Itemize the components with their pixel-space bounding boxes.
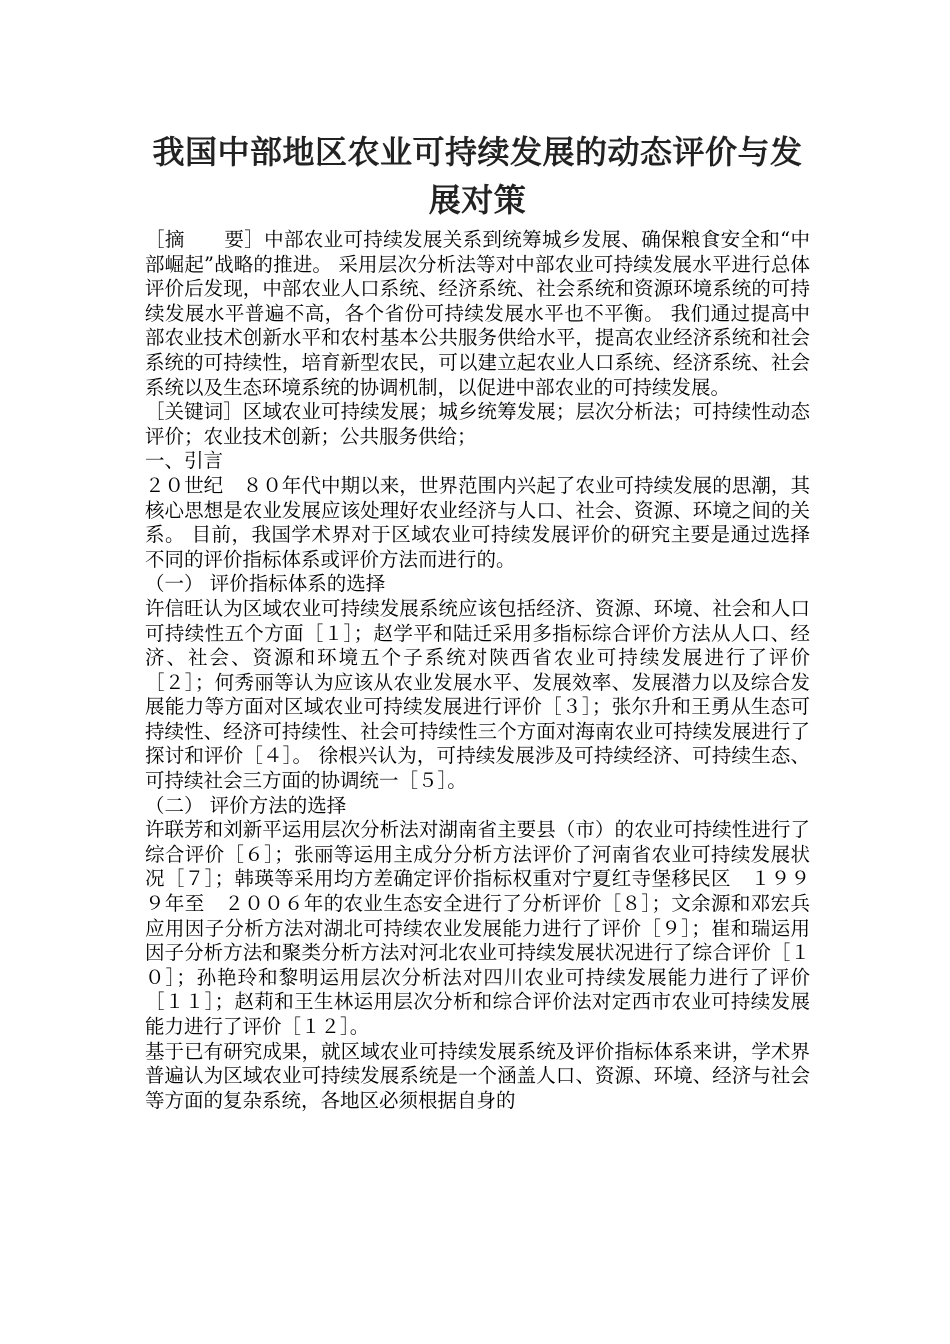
- page-title: 我国中部地区农业可持续发展的动态评价与发展对策: [152, 133, 803, 219]
- closing-paragraph: 基于已有研究成果，就区域农业可持续发展系统及评价指标体系来讲，学术界普遍认为区域农业可持续发展系统是一个涵盖人口、资源、环境、经济与社会等方面的复杂系统，各地区必须根据自身的: [145, 1039, 810, 1112]
- subsection-heading-indicator-system: （一） 评价指标体系的选择: [145, 572, 386, 596]
- evaluation-method-paragraph: 许联芳和刘新平运用层次分析法对湖南省主要县（市）的农业可持续性进行了综合评价［６］；张丽等运用主成分分析方法评价了河南省农业可持续发展状况［７］；韩瑛等采用均方差确定评价指标权重对宁夏红寺堡移民区 １９９９年至 ２００６年的农业生态安全进行了分析评价［８］；文余源和邓宏兵应用因子分析方法对湖北可持续农业发展能力进行了评价［９］；崔和瑞运用因子分析方法和聚类分析方法对河北农业可持续发展状况进行了综合评价［１０］；孙艳玲和黎明运用层次分析法对四川农业可持续发展能力进行了评价［１１］；赵莉和王生林运用层次分析和综合评价法对定西市农业可持续发展能力进行了评价［１２］。: [145, 818, 810, 1038]
- indicator-system-paragraph: 许信旺认为区域农业可持续发展系统应该包括经济、资源、环境、社会和人口可持续性五个方面［１］；赵学平和陆迁采用多指标综合评价方法从人口、经济、社会、资源和环境五个子系统对陕西省农业可持续发展进行了评价［２］；何秀丽等认为应该从农业发展水平、发展效率、发展潜力以及综合发展能力等方面对区域农业可持续发展进行评价［３］；张尔升和王勇从生态可持续性、经济可持续性、社会可持续性三个方面对海南农业可持续发展进行了探讨和评价［４］。 徐根兴认为，可持续发展涉及可持续经济、可持续生态、可持续社会三方面的协调统一［５］。: [145, 596, 810, 793]
- introduction-paragraph: ２０世纪 ８０年代中期以来，世界范围内兴起了农业可持续发展的思潮，其核心思想是农业发展应该处理好农业经济与人口、社会、资源、环境之间的关系。 目前，我国学术界对于区域农业可持续发展评价的研究主要是通过选择不同的评价指标体系或评价方法而进行的。: [145, 473, 810, 571]
- keywords-paragraph: ［关键词］区域农业可持续发展；城乡统筹发展；层次分析法；可持续性动态评价；农业技术创新；公共服务供给；: [145, 400, 810, 448]
- document-page: [145, 128, 810, 1113]
- section-heading-introduction: 一、引言: [145, 449, 224, 473]
- abstract-paragraph: ［摘 要］中部农业可持续发展关系到统筹城乡发展、确保粮食安全和“中部崛起”战略的推进。 采用层次分析法等对中部农业可持续发展水平进行总体评价后发现，中部农业人口系统、经济系统、社会系统和资源环境系统的可持续发展水平普遍不高，各个省份可持续发展水平也不平衡。 我们通过提高中部农业技术创新水平和农村基本公共服务供给水平，提高农业经济系统和社会系统的可持续性，培育新型农民，可以建立起农业人口系统、经济系统、社会系统以及生态环境系统的协调机制，以促进中部农业的可持续发展。: [145, 228, 810, 399]
- subsection-heading-evaluation-method: （二） 评价方法的选择: [145, 793, 347, 817]
